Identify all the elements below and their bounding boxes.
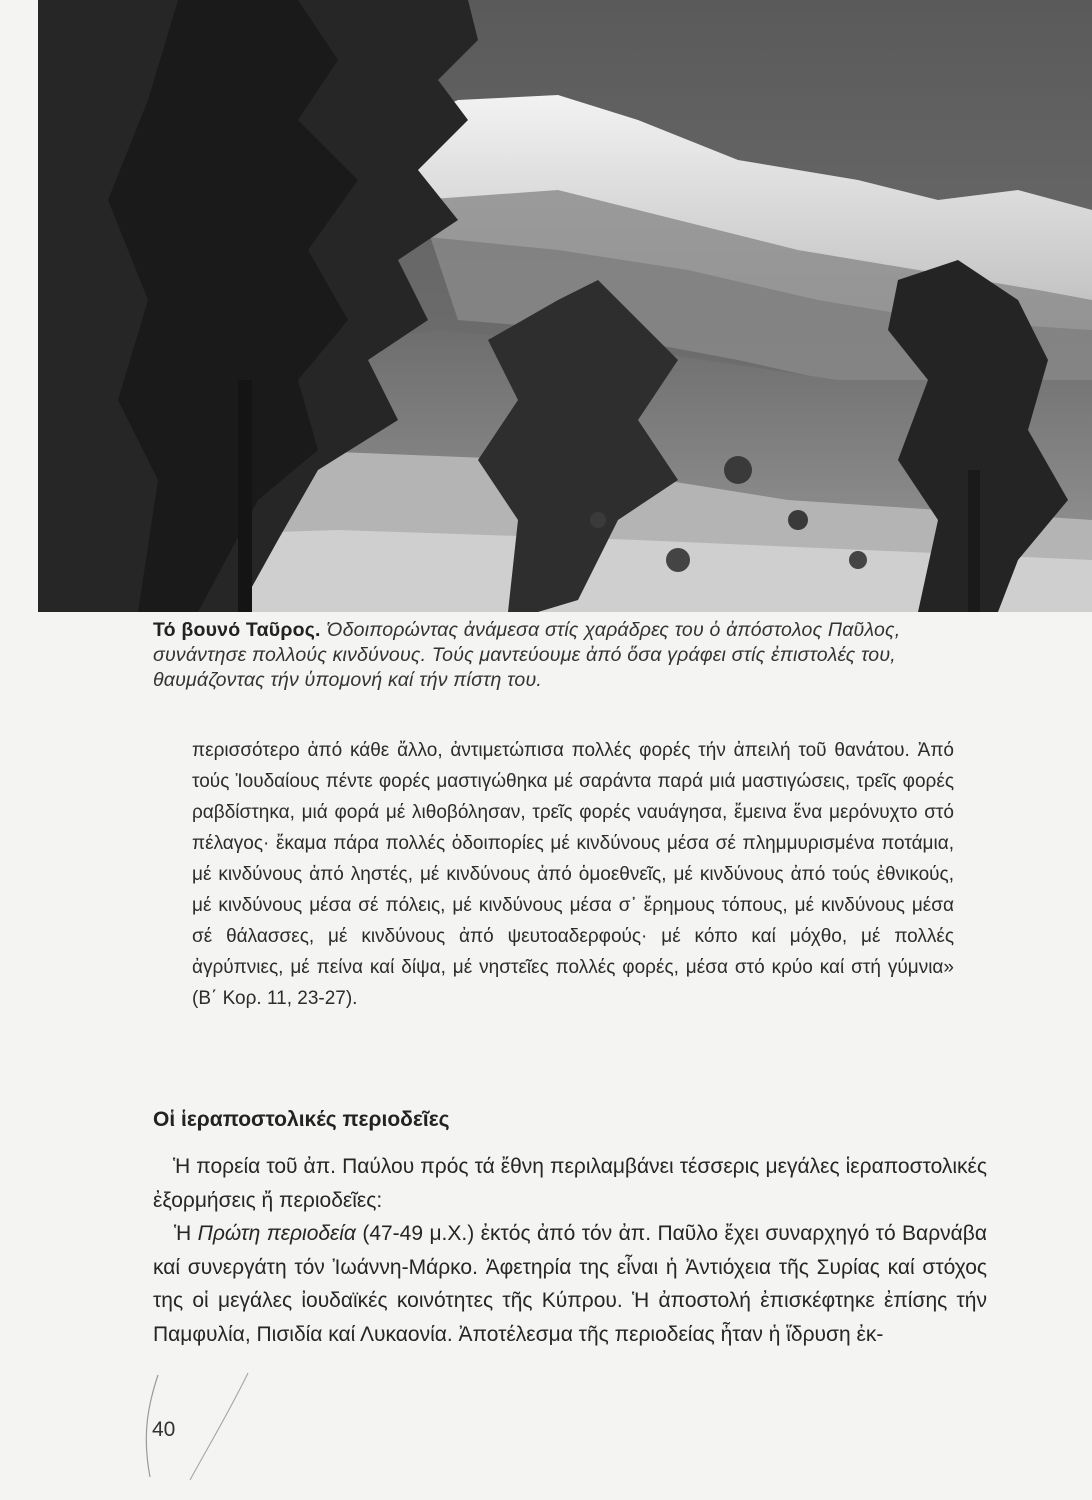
section-body bbox=[153, 1150, 987, 1351]
para2-rest: (47-49 μ.Χ.) ἐκτός ἀπό τόν ἀπ. Παῦλο ἔχει συναρχηγό τό Βαρνάβα καί συνεργάτη τόν Ἰωάννη-Μάρκο. Ἀφετηρία της εἶναι ἡ Ἀντιόχεια τῆς Συρίας καί στόχος της οἱ μεγάλες ἰουδαϊκές κοινότητες τῆς Κύπρου. Ἡ ἀποστολή ἐπισκέφτηκε ἐπίσης τήν Παμφυλία, Πισιδία καί Λυκαονία. Ἀποτέλεσμα τῆς περιοδείας ἦταν ἡ ἵδρυση ἐκ- bbox=[153, 1222, 988, 1346]
photo-caption bbox=[153, 618, 993, 693]
caption-title: Τό βουνό Ταῦρος. bbox=[153, 619, 321, 641]
taurus-mountain-photo bbox=[38, 0, 1092, 612]
pencil-mark-decoration bbox=[120, 1355, 260, 1485]
first-journey-emphasis: Πρώτη περιοδεία bbox=[197, 1222, 356, 1245]
quote-text: περισσότερο ἀπό κάθε ἄλλο, ἀντιμετώπισα πολλές φορές τήν ἀπειλή τοῦ θανάτου. Ἀπό τούς Ἰουδαίους πέντε φορές μαστιγώθηκα μέ σαράντα παρά μιά μαστιγώσεις, τρεῖς φορές ραβδίστηκα, μιά φορά μέ λιθοβόλησαν, τρεῖς φορές ναυάγησα, ἔμεινα ἕνα μερόνυχτο στό πέλαγος· ἔκαμα πάρα πολλές ὁδοιπορίες μέ κινδύνους μέσα σέ πλημμυρισμένα ποτάμια, μέ κινδύνους ἀπό ληστές, μέ κινδύνους ἀπό ὁμοεθνεῖς, μέ κινδύνους ἀπό τούς ἐθνικούς, μέ κινδύνους μέσα σέ πόλεις, μέ κινδύνους μέσα σ᾽ ἔρημους τόπους, μέ κινδύνους μέσα σέ θάλασσες, μέ κινδύνους ἀπό ψευτοαδερφούς· μέ κόπο καί μόχθο, μέ πολλές ἀγρύπνιες, μέ πείνα καί δίψα, μέ νηστεῖες πολλές φορές, μέσα στό κρύο καί στή γύμνια» (Β΄ Κορ. 11, 23-27). bbox=[192, 740, 954, 1009]
section-heading: Οἱ ἱεραποστολικές περιοδεῖες bbox=[153, 1108, 450, 1131]
page-number: 40 bbox=[152, 1418, 176, 1441]
caption-text: Ὁδοιπορώντας ἀνάμεσα στίς χαράδρες του ὁ ἀπόστολος Παῦλος, συνάντησε πολλούς κινδύνους. Τούς μαντεύουμε ἀπό ὅσα γράφει στίς ἐπιστολές του, θαυμάζοντας τήν ὑπομονή καί τήν πίστη του. bbox=[153, 619, 901, 691]
para2-prefix: Ἡ bbox=[174, 1222, 198, 1245]
scripture-quote bbox=[192, 735, 954, 1014]
paragraph-intro: Ἡ πορεία τοῦ ἀπ. Παύλου πρός τά ἔθνη περιλαμβάνει τέσσερις μεγάλες ἱεραποστολικές ἐξορμήσεις ἤ περιοδεῖες: bbox=[153, 1155, 987, 1212]
mountain-photo bbox=[38, 0, 1092, 612]
paragraph-first-journey bbox=[153, 1217, 987, 1351]
